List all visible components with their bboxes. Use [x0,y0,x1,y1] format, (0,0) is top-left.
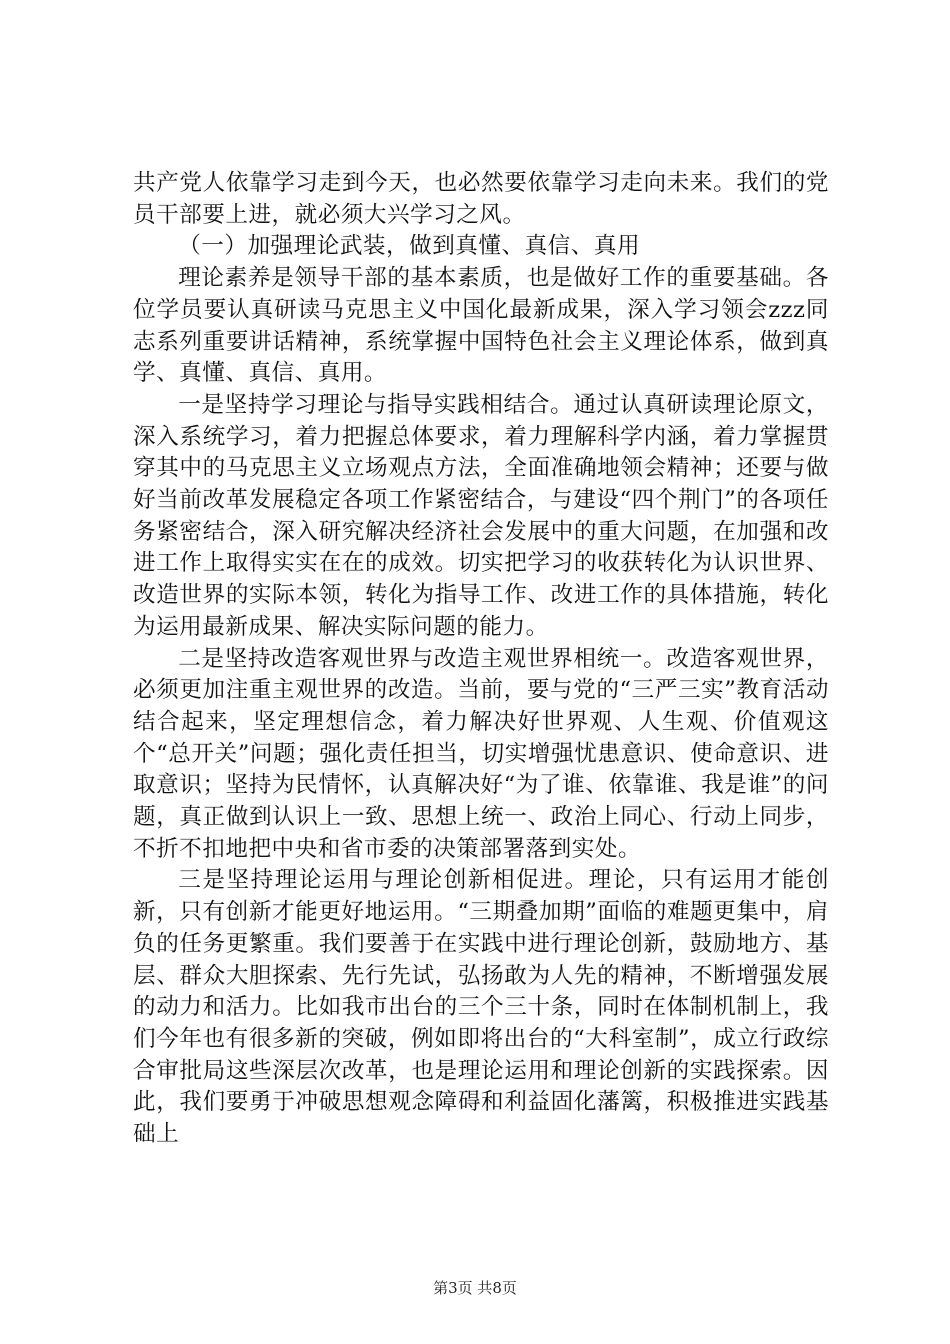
document-body [133,168,829,1151]
paragraph-2: 理论素养是领导干部的基本素质，也是做好工作的重要基础。各位学员要认真研读马克思主义中国化最新成果，深入学习领会zzz同志系列重要讲话精神，系统掌握中国特色社会主义理论体系，做到真学、真懂、真信、真用。 [133,265,829,387]
section-heading: （一）加强理论武装，做到真懂、真信、真用 [178,233,641,260]
paragraph-5: 三是坚持理论运用与理论创新相促进。理论，只有运用才能创新，只有创新才能更好地运用。“三期叠加期”面临的难题更集中，肩负的任务更繁重。我们要善于在实践中进行理论创新，鼓励地方、基层、群众大胆探索、先行先试，弘扬敢为人先的精神，不断增强发展的动力和活力。比如我市出台的三个三十条，同时在体制机制上，我们今年也有很多新的突破，例如即将出台的“大科室制”，成立行政综合审批局这些深层次改革，也是理论运用和理论创新的实践探索。因此，我们要勇于冲破思想观念障碍和利益固化藩篱，积极推进实践基础上 [133,867,829,1148]
paragraph-1: 共产党人依靠学习走到今天，也必然要依靠学习走向未来。我们的党员干部要上进，就必须大兴学习之风。 [133,170,829,228]
paragraph-3: 一是坚持学习理论与指导实践相结合。通过认真研读理论原文，深入系统学习，着力把握总体要求，着力理解科学内涵，着力掌握贯穿其中的马克思主义立场观点方法，全面准确地领会精神；还要与做好当前改革发展稳定各项工作紧密结合，与建设“四个荆门”的各项任务紧密结合，深入研究解决经济社会发展中的重大问题，在加强和改进工作上取得实实在在的成效。切实把学习的收获转化为认识世界、改造世界的实际本领，转化为指导工作、改进工作的具体措施，转化为运用最新成果、解决实际问题的能力。 [133,391,829,640]
page-number-footer: 第3页 共8页 [433,1279,517,1297]
paragraph-4: 二是坚持改造客观世界与改造主观世界相统一。改造客观世界，必须更加注重主观世界的改造。当前，要与党的“三严三实”教育活动结合起来，坚定理想信念，着力解决好世界观、人生观、价值观这个“总开关”问题；强化责任担当，切实增强忧患意识、使命意识、进取意识；坚持为民情怀，认真解决好“为了谁、依靠谁、我是谁”的问题，真正做到认识上一致、思想上统一、政治上同心、行动上同步，不折不扣地把中央和省市委的决策部署落到实处。 [133,645,829,862]
